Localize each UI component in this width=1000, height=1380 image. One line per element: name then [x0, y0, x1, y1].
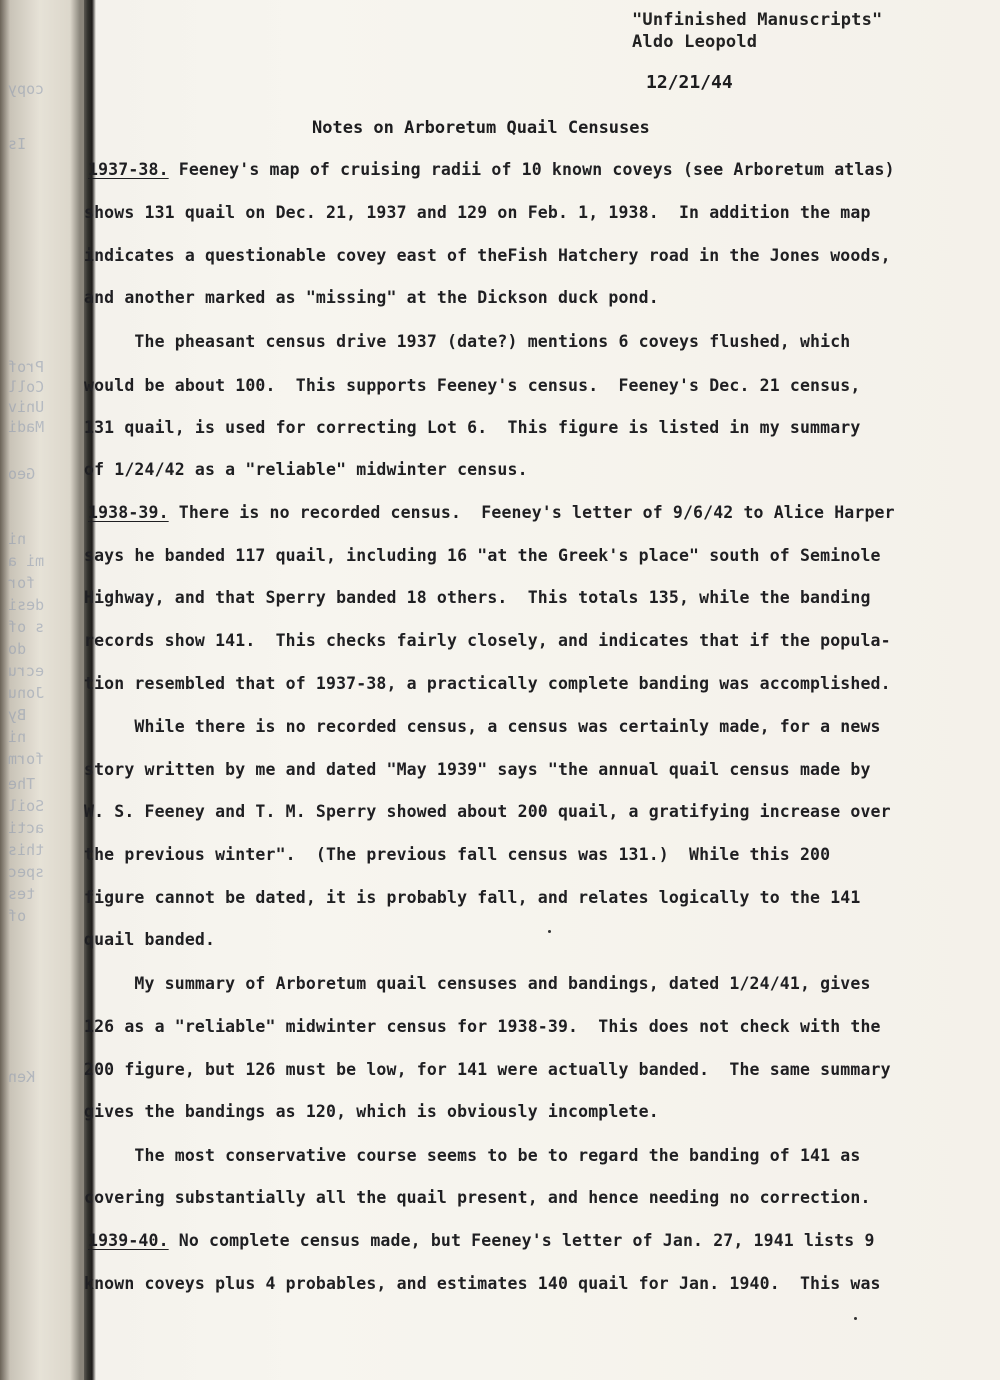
bleed-through-text: for [8, 574, 36, 592]
manuscript-page [84, 0, 1000, 1380]
season-label: 1937-38. [88, 160, 169, 179]
text-line [84, 1060, 891, 1079]
line-text: There is no recorded census. Feeney's letter of 9/6/42 to Alice Harper [168, 503, 895, 522]
line-text: My summary of Arboretum quail censuses and bandings, dated 1/24/41, gives [84, 974, 871, 993]
season-label: 1938-39. [88, 503, 169, 522]
line-text: figure cannot be dated, it is probably fall, and relates logically to the 141 [84, 888, 861, 907]
text-line [84, 246, 891, 265]
line-text: 126 as a "reliable" midwinter census for 1938-39. This does not check with the [84, 1017, 881, 1036]
line-text: gives the bandings as 120, which is obviously incomplete. [84, 1102, 659, 1121]
ink-speck [548, 930, 551, 933]
document-date: 12/21/44 [646, 72, 733, 93]
text-line [84, 674, 891, 693]
bleed-through-text: Ken [8, 1068, 36, 1086]
text-line [84, 376, 860, 395]
line-text: shows 131 quail on Dec. 21, 1937 and 129 on Feb. 1, 1938. In addition the map [84, 203, 871, 222]
bleed-through-text: do [8, 640, 27, 658]
text-line [84, 546, 881, 565]
bleed-through-text: Madi [8, 418, 45, 436]
bleed-through-text: Coll [8, 378, 45, 396]
bleed-through-text: ni [8, 728, 27, 746]
bleed-through-text: Is [8, 135, 27, 153]
line-text: covering substantially all the quail present, and hence needing no correction. [84, 1188, 871, 1207]
line-text: The most conservative course seems to be to regard the banding of 141 as [84, 1146, 861, 1165]
bleed-through-text: mi a [8, 552, 45, 570]
adjacent-page-edge [0, 0, 84, 1380]
bleed-through-text: acti [8, 819, 45, 837]
bleed-through-text: Soil [8, 797, 45, 815]
line-text: of 1/24/42 as a "reliable" midwinter census. [84, 460, 528, 479]
text-line [84, 845, 830, 864]
text-line [84, 760, 871, 779]
line-text: the previous winter". (The previous fall census was 131.) While this 200 [84, 845, 831, 864]
bleed-through-text: this [8, 841, 45, 859]
text-line [84, 974, 871, 993]
bleed-through-text: form [8, 750, 45, 768]
line-text: Highway, and that Sperry banded 18 others. This totals 135, while the banding [84, 588, 871, 607]
line-text: quail banded. [84, 930, 216, 949]
text-line [84, 1188, 871, 1207]
line-text: says he banded 117 quail, including 16 "at the Greek's place" south of Seminole [84, 546, 881, 565]
text-line [84, 631, 891, 650]
season-label: 1939-40. [88, 1231, 169, 1250]
line-text: 131 quail, is used for correcting Lot 6. This figure is listed in my summary [84, 418, 861, 437]
page-title: Notes on Arboretum Quail Censuses [312, 118, 650, 138]
bleed-through-text: Geo [8, 465, 36, 483]
line-text: and another marked as "missing" at the Dickson duck pond. [84, 288, 659, 307]
line-text: W. S. Feeney and T. M. Sperry showed about 200 quail, a gratifying increase over [84, 802, 891, 821]
text-line [84, 418, 860, 437]
line-text: records show 141. This checks fairly closely, and indicates that if the popula- [84, 631, 891, 650]
line-text: known coveys plus 4 probables, and estimates 140 quail for Jan. 1940. This was [84, 1274, 881, 1293]
text-line [88, 1231, 875, 1250]
bleed-through-text: Jonu [8, 684, 45, 702]
bleed-through-text: tes [8, 885, 36, 903]
bleed-through-text: Univ [8, 398, 45, 416]
text-line [88, 503, 895, 522]
text-line [84, 1274, 881, 1293]
text-line [84, 588, 871, 607]
text-line [84, 888, 860, 907]
text-line [84, 717, 881, 736]
text-line [84, 288, 659, 307]
bleed-through-text: spec [8, 863, 45, 881]
bleed-through-text: copy [8, 80, 45, 98]
bleed-through-text: of [8, 907, 27, 925]
line-text: No complete census made, but Feeney's letter of Jan. 27, 1941 lists 9 [168, 1231, 875, 1250]
bleed-through-text: Prof [8, 358, 45, 376]
bleed-through-text: ecru [8, 662, 45, 680]
line-text: The pheasant census drive 1937 (date?) mentions 6 coveys flushed, which [84, 332, 851, 351]
line-text: 200 figure, but 126 must be low, for 141 were actually banded. The same summary [84, 1060, 891, 1079]
line-text: would be about 100. This supports Feeney's census. Feeney's Dec. 21 census, [84, 376, 861, 395]
text-line [84, 460, 528, 479]
bleed-through-text: desi [8, 596, 45, 614]
line-text: tion resembled that of 1937-38, a practically complete banding was accomplished. [84, 674, 891, 693]
text-line [84, 332, 850, 351]
bleed-through-text: By [8, 706, 27, 724]
manuscript-series: "Unfinished Manuscripts" [632, 10, 883, 30]
text-line [84, 1146, 860, 1165]
text-line [84, 802, 891, 821]
line-text: Feeney's map of cruising radii of 10 known coveys (see Arboretum atlas) [168, 160, 895, 179]
text-line [84, 1102, 659, 1121]
line-text: story written by me and dated "May 1939" says "the annual quail census made by [84, 760, 871, 779]
bleed-through-text: ni [8, 530, 27, 548]
line-text: While there is no recorded census, a census was certainly made, for a news [84, 717, 881, 736]
text-line [84, 1017, 881, 1036]
ink-speck [854, 1317, 857, 1320]
text-line [84, 930, 215, 949]
bleed-through-text: The [8, 775, 36, 793]
text-line [84, 203, 871, 222]
bleed-through-text: s of [8, 618, 45, 636]
line-text: indicates a questionable covey east of theFish Hatchery road in the Jones woods, [84, 246, 891, 265]
text-line [88, 160, 895, 179]
author-name: Aldo Leopold [632, 32, 758, 52]
